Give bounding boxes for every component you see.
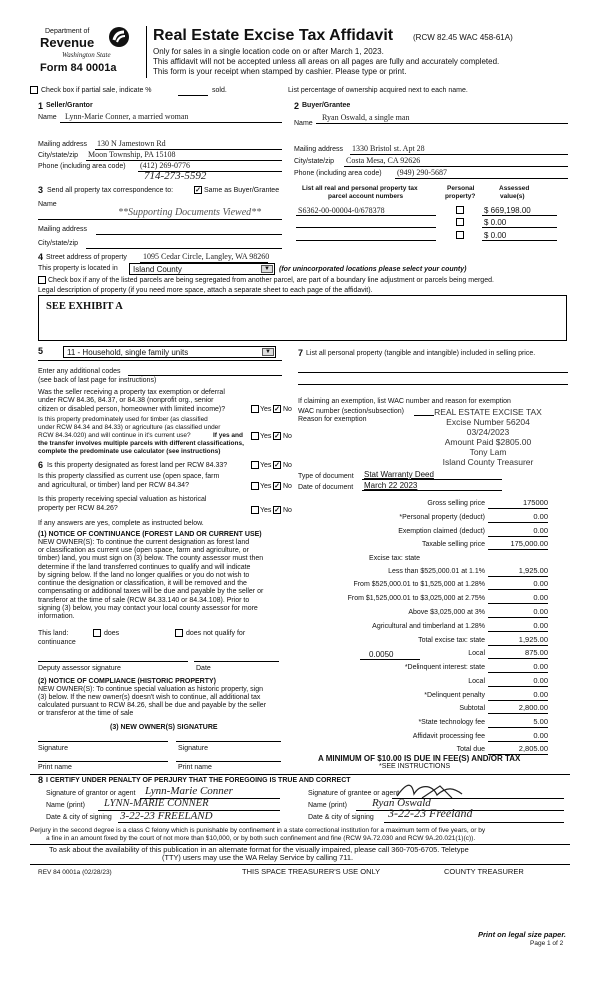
calc-label-0: Gross selling price <box>427 500 485 507</box>
notice-2-line-3: or transferor at the time of sale <box>38 710 134 717</box>
personal-checkbox-1[interactable] <box>456 206 464 214</box>
s6-q2-no-label: No <box>283 483 292 490</box>
grantor-sig-label: Signature of grantor or agent <box>46 790 136 797</box>
stamp-line-1: Excise Number 56204 <box>446 417 530 427</box>
wac-label: WAC number (section/subsection) <box>298 408 404 415</box>
q2-no-checkbox[interactable]: ✓ <box>274 433 280 440</box>
q2-yes-label: Yes <box>260 433 272 440</box>
s6-q3-yes-label: Yes <box>260 507 272 514</box>
assessed-value-1[interactable]: $ 669,198.00 <box>484 206 531 215</box>
assessed-header-1: Assessed <box>499 185 530 192</box>
grantor-name-label: Name (print) <box>46 802 85 809</box>
land-use-select[interactable] <box>63 346 276 358</box>
codes-label-1: Enter any additional codes <box>38 368 121 375</box>
buyer-phone-line <box>395 178 568 179</box>
q1-yes-label: Yes <box>260 406 272 413</box>
partial-sale-checkbox[interactable] <box>30 86 38 94</box>
parcel-header-1: List all real and personal property tax <box>302 185 418 192</box>
deputy-sig-line[interactable] <box>38 661 188 662</box>
grantor-date-city[interactable]: 3-22-23 FREELAND <box>120 810 213 822</box>
calc-value-10[interactable]: 1,925.00 <box>518 635 548 644</box>
continuance-label: continuance <box>38 639 76 646</box>
owner-sig-line-1[interactable] <box>38 741 168 742</box>
q1-line-b: under RCW 84.36, 84.37, or 84.38 (nonprofit org., senior <box>38 397 214 404</box>
header-divider <box>146 26 147 78</box>
calc-line-15 <box>488 713 548 714</box>
county-select[interactable] <box>129 263 275 275</box>
owner-print-label-1: Print name <box>38 764 72 771</box>
buyer-phone[interactable]: (949) 290-5687 <box>397 168 447 177</box>
calc-line-12 <box>488 672 548 673</box>
calc-label-5: Less than $525,000.01 at 1.1% <box>388 568 485 575</box>
parcel-line-1 <box>296 215 436 216</box>
grantee-name-label: Name (print) <box>308 802 347 809</box>
doc-date[interactable]: March 22 2023 <box>364 481 418 490</box>
notice-1-line-6: compensating or additional taxes will be due and payable by the seller or <box>38 588 264 595</box>
does-label: does <box>104 630 120 637</box>
grantee-date-line <box>384 822 564 823</box>
calc-line-9 <box>488 631 548 632</box>
legal-description: SEE EXHIBIT A <box>46 301 123 312</box>
calc-line-2 <box>488 536 548 537</box>
calc-value-15[interactable]: 2,800.00 <box>518 703 548 712</box>
corr-city-line <box>86 248 282 249</box>
s6-q3-yes-checkbox[interactable] <box>251 506 259 514</box>
notice-1-line-3: determine if the land transferred continues to qualify and will indicate <box>38 564 251 571</box>
agency-name: Revenue <box>40 35 95 50</box>
treasurer-stamp <box>400 407 576 467</box>
seller-heading: Seller/Grantor <box>46 102 93 109</box>
header-line-2: This affidavit will not be accepted unless all areas on all pages are fully and accurately completed. <box>153 57 500 66</box>
same-as-buyer-checkbox[interactable]: ✓ <box>195 187 201 194</box>
partial-pct-field[interactable] <box>178 95 208 96</box>
calc-label-8: Above $3,025,000 at 3% <box>408 609 485 616</box>
calc-line-16 <box>488 727 548 728</box>
calc-line-0 <box>488 508 548 509</box>
calc-line-7 <box>488 603 548 604</box>
segregation-label: Check box if any of the listed parcels are being segregated from another parcel, are part of a boundary line adjustment or parcels being merged. <box>48 277 494 284</box>
minimum-fee-note: A MINIMUM OF $10.00 IS DUE IN FEE(S) AND/OR TAX <box>318 754 521 763</box>
form-number: Form 84 0001a <box>40 62 117 74</box>
section-3-num: 3 <box>38 185 44 195</box>
this-land-label: This land: <box>38 630 69 637</box>
calc-line-3 <box>488 549 548 550</box>
notice-1-line-5: continue the designation or classification, it will be removed and the <box>38 580 247 587</box>
land-use-value: 11 - Household, single family units <box>67 348 189 357</box>
calc-line-11 <box>488 658 548 659</box>
seller-name-line <box>60 122 282 123</box>
s8-top-line <box>30 774 570 775</box>
calc-value-3[interactable]: 175,000.00 <box>510 539 548 548</box>
calc-label-18: Total due <box>456 746 485 753</box>
calc-label-16: *State technology fee <box>418 719 485 726</box>
parcel-line-3 <box>296 240 436 241</box>
s6-q1: Is this property designated as forest land per RCW 84.33? <box>47 462 228 469</box>
personal-checkbox-3[interactable] <box>456 231 464 239</box>
dor-logo-icon <box>108 26 130 48</box>
notice-1-line-9: information. <box>38 613 75 620</box>
footer-bottom-rule <box>30 864 570 865</box>
corr-mail-line <box>96 234 282 235</box>
location-note: (for unincorporated locations please select your county) <box>279 266 467 273</box>
seller-city-label: City/state/zip <box>38 152 79 159</box>
calc-line-1 <box>488 522 548 523</box>
section-7-num: 7 <box>298 348 304 358</box>
treasurer-use-label: THIS SPACE TREASURER'S USE ONLY <box>242 867 381 876</box>
perjury-bold-overlay <box>30 827 150 835</box>
list-pct-note: List percentage of ownership acquired next to each name. <box>288 87 468 94</box>
buyer-city-label: City/state/zip <box>294 158 335 165</box>
buyer-phone-label: Phone (including area code) <box>294 170 382 177</box>
perjury-line-2: a fine in an amount fixed by the court of not more than $10,000, or by both such confinement and fine (RCW 9A.72.030 and RCW 9A.20.021(1)(c)). <box>46 835 476 842</box>
county-value: Island County <box>133 265 182 274</box>
header-line-3: This form is your receipt when stamped by cashier. Please type or print. <box>153 67 407 76</box>
calc-label-1: *Personal property (deduct) <box>399 514 485 521</box>
notice-1-line-0: NEW OWNER(S): To continue the current designation as forest land <box>38 539 250 546</box>
stamp-line-4: Tony Lam <box>469 447 507 457</box>
stamp-line-3: Amount Paid $2805.00 <box>444 437 532 447</box>
calc-label-7: From $1,525,000.01 to $3,025,000 at 2.75% <box>347 595 485 602</box>
grantee-print-name[interactable]: Ryan Oswald <box>372 797 431 809</box>
local-rate-line <box>360 659 420 660</box>
owner-print-label-2: Print name <box>178 764 212 771</box>
calc-line-13 <box>488 686 548 687</box>
corr-label: Send all property tax correspondence to: <box>47 187 174 194</box>
s6-q3-no-label: No <box>283 507 292 514</box>
buyer-city[interactable]: Costa Mesa, CA 92626 <box>346 156 421 165</box>
q2-line-a: Is this property predominately used for timber (as classified <box>38 416 208 423</box>
calc-value-16[interactable]: 5.00 <box>533 717 548 726</box>
same-as-buyer-label: Same as Buyer/Grantee <box>204 187 280 194</box>
does-checkbox[interactable] <box>93 629 101 637</box>
section-2-num: 2 <box>294 101 300 111</box>
grantor-print-name[interactable]: LYNN-MARIE CONNER <box>104 798 209 809</box>
calc-label-14: *Delinquent penalty <box>424 692 485 699</box>
section-6-num: 6 <box>38 460 44 470</box>
q1-line-c: citizen or disabled person, homeowner with limited income)? <box>38 406 226 413</box>
s6-q3-no-checkbox[interactable]: ✓ <box>274 507 280 514</box>
calc-value-18[interactable]: 2,805.00 <box>518 744 548 753</box>
assessed-line-1 <box>482 215 557 216</box>
personal-header-1: Personal <box>447 185 475 192</box>
seller-mail-label: Mailing address <box>38 141 88 148</box>
calc-line-14 <box>488 700 548 701</box>
deputy-date-label: Date <box>196 665 211 672</box>
calc-line-5 <box>488 576 548 577</box>
s6-q1-yes-label: Yes <box>260 462 272 469</box>
section-1-num: 1 <box>38 101 44 111</box>
doc-date-label: Date of document <box>298 484 354 491</box>
calc-value-8[interactable]: 0.00 <box>533 607 548 616</box>
calc-label-12: *Delinquent interest: state <box>404 664 485 671</box>
calc-value-17[interactable]: 0.00 <box>533 731 548 740</box>
dept-label: Department of <box>45 28 90 35</box>
q1-line-a: Was the seller receiving a property tax exemption or deferral <box>38 389 225 396</box>
q2-no-label: No <box>283 433 292 440</box>
notice-2-line-2: calculated pursuant to RCW 84.26, shall be due and payable by the seller <box>38 702 267 709</box>
buyer-name[interactable]: Ryan Oswald, a single man <box>322 113 410 122</box>
doc-type[interactable]: Stat Warranty Deed <box>364 470 434 479</box>
legal-size-note: Print on legal size paper. <box>478 930 566 939</box>
s6-q3-a: Is this property receiving special valuation as historical <box>38 496 207 503</box>
s6-q1-no-checkbox[interactable]: ✓ <box>274 462 280 469</box>
notice-1-line-2: timber) land, you must sign on (3) below. The county assessor must then <box>38 555 264 562</box>
seller-name[interactable]: Lynn-Marie Conner, a married woman <box>65 112 189 121</box>
grantee-date-city[interactable]: 3-22-23 Freeland <box>388 806 473 820</box>
s7-label: List all personal property (tangible and intangible) included in selling price. <box>306 350 536 357</box>
calc-value-0[interactable]: 175000 <box>522 498 548 507</box>
q2-yes-checkbox[interactable] <box>251 432 259 440</box>
see-instructions: *SEE INSTRUCTIONS <box>379 763 451 770</box>
street-address[interactable]: 1095 Cedar Circle, Langley, WA 98260 <box>143 252 270 261</box>
calc-label-15: Subtotal <box>459 705 485 712</box>
segregation-checkbox[interactable] <box>38 276 46 284</box>
calc-line-8 <box>488 617 548 618</box>
alt-format-line-1: To ask about the availability of this publication in an alternate format for the visually impaired, please call 360-705-6705. Teletype <box>49 845 469 854</box>
buyer-city-line <box>344 166 568 167</box>
exemption-label: If claiming an exemption, list WAC number and reason for exemption <box>298 398 511 405</box>
corr-city-label: City/state/zip <box>38 240 79 247</box>
partial-sale-label: Check box if partial sale, indicate % <box>41 87 152 94</box>
doc-type-label: Type of document <box>298 473 354 480</box>
q2-line-f: complete the predominate use calculator (see instructions) <box>38 448 221 455</box>
calc-label-13: Local <box>468 678 485 685</box>
parcel-line-2 <box>296 227 436 228</box>
seller-phone[interactable]: (412) 269-0776 <box>140 161 190 170</box>
s7-line-2[interactable] <box>298 384 568 385</box>
calc-label-4: Excise tax: state <box>369 555 420 562</box>
deputy-date-line[interactable] <box>194 661 279 662</box>
notice-1-line-8: signing (3) below, you may contact your local county assessor for more <box>38 605 258 612</box>
doc-date-line <box>362 490 502 491</box>
stamp-line-5: Island County Treasurer <box>442 457 534 467</box>
seller-mail[interactable]: 130 N Jamestown Rd <box>97 139 166 148</box>
owner-sig-label-1: Signature <box>38 745 68 752</box>
buyer-heading: Buyer/Grantee <box>302 102 351 109</box>
does-not-checkbox[interactable] <box>175 629 183 637</box>
s6-q2-no-checkbox[interactable]: ✓ <box>274 483 280 490</box>
s7-line-1[interactable] <box>298 372 568 373</box>
owner-sig-line-2[interactable] <box>176 741 281 742</box>
notice-1-line-1: or classification as current use (open space, farm and agriculture, or <box>38 547 249 554</box>
corr-mail-label: Mailing address <box>38 226 88 233</box>
notice-2-line-0: NEW OWNER(S): To continue special valuation as historic property, sign <box>38 686 263 693</box>
form-citation: (RCW 82.45 WAC 458-61A) <box>413 33 513 42</box>
assessed-line-2 <box>482 227 557 228</box>
calc-label-17: Affidavit processing fee <box>412 733 485 740</box>
chevron-down-icon: ▼ <box>262 348 274 356</box>
corr-name-line <box>38 219 282 220</box>
notice-2-line-1: (3) below. If the new owner(s) doesn't wish to continue, all additional tax <box>38 694 261 701</box>
street-label: Street address of property <box>46 254 127 261</box>
s6-q1-yes-checkbox[interactable] <box>251 461 259 469</box>
stamp-line-2: 03/24/2023 <box>466 427 510 437</box>
certify-statement: I CERTIFY UNDER PENALTY OF PERJURY THAT THE FOREGOING IS TRUE AND CORRECT <box>46 777 351 784</box>
alt-format-line-2: (TTY) users may use the WA Relay Service by calling 711. <box>162 853 353 862</box>
calc-label-3: Taxable selling price <box>421 541 485 548</box>
county-treasurer-label: COUNTY TREASURER <box>444 867 524 876</box>
calc-line-6 <box>488 589 548 590</box>
q2-line-d: If yes and <box>213 432 243 439</box>
deputy-label: Deputy assessor signature <box>38 665 121 672</box>
notice-1-line-4: by signing below. If the land no longer qualifies or you do not wish to <box>38 572 250 579</box>
personal-checkbox-2[interactable] <box>456 218 464 226</box>
calc-label-6: From $525,000.01 to $1,525,000 at 1.28% <box>353 581 485 588</box>
assessed-line-3 <box>482 240 557 241</box>
does-not-label: does not qualify for <box>186 630 246 637</box>
grantor-date-label: Date & city of signing <box>46 814 112 821</box>
form-title: Real Estate Excise Tax Affidavit <box>153 27 394 44</box>
grantee-sig-label: Signature of grantee or agent <box>308 790 400 797</box>
notice-1-heading: (1) NOTICE OF CONTINUANCE (FOREST LAND OR CURRENT USE) <box>38 531 262 538</box>
sold-label: sold. <box>212 87 227 94</box>
calc-value-14[interactable]: 0.00 <box>533 690 548 699</box>
s6-q3-b: property per RCW 84.26? <box>38 505 118 512</box>
q1-no-label: No <box>283 406 292 413</box>
grantee-date-label: Date & city of signing <box>308 814 374 821</box>
page-number: Page 1 of 2 <box>530 940 564 947</box>
seller-phone-label: Phone (including area code) <box>38 163 126 170</box>
supporting-docs-note: **Supporting Documents Viewed** <box>118 207 262 218</box>
parcel-acct-1[interactable]: S6362-00-00004-0/678378 <box>298 206 385 215</box>
s6-q1-no-label: No <box>283 462 292 469</box>
calc-label-2: Exemption claimed (deduct) <box>398 528 485 535</box>
codes-label-2: (see back of last page for instructions) <box>38 377 157 384</box>
calc-value-12[interactable]: 0.00 <box>533 662 548 671</box>
calc-line-17 <box>488 741 548 742</box>
calc-value-11[interactable]: 875.00 <box>525 648 548 657</box>
calc-label-11: Local <box>468 650 485 657</box>
calc-label-10: Total excise tax: state <box>418 637 485 644</box>
corr-name-label: Name <box>38 201 57 208</box>
q1-no-checkbox[interactable]: ✓ <box>274 406 280 413</box>
q2-line-e: the transfer involves multiple parcels with different classifications, <box>38 440 244 447</box>
assessed-value-3[interactable]: $ 0.00 <box>484 231 507 240</box>
buyer-mail-label: Mailing address <box>294 146 344 153</box>
legal-label: Legal description of property (if you need more space, attach a separate sheet to each page of the affidavit). <box>38 287 373 294</box>
state-label: Washington State <box>62 51 111 59</box>
calc-value-9[interactable]: 0.00 <box>533 621 548 630</box>
assessed-value-2[interactable]: $ 0.00 <box>484 218 507 227</box>
revision-label: REV 84 0001a (02/28/23) <box>38 869 112 876</box>
s5-line <box>38 360 282 361</box>
buyer-name-line <box>316 123 568 124</box>
s6-q2-yes-label: Yes <box>260 483 272 490</box>
seller-name-label: Name <box>38 114 57 121</box>
calc-line-10 <box>488 645 548 646</box>
section-4-num: 4 <box>38 252 44 262</box>
local-rate[interactable]: 0.0050 <box>369 650 394 659</box>
notice-2-heading: (2) NOTICE OF COMPLIANCE (HISTORIC PROPERTY) <box>38 678 216 685</box>
calc-value-1[interactable]: 0.00 <box>533 512 548 521</box>
s6-q2-b: and agricultural, or timber) land per RCW 84.34? <box>38 482 189 489</box>
q2-line-c: RCW 84.34.020) and will continue in it's current use? <box>38 432 191 439</box>
grantor-signature[interactable]: Lynn-Marie Conner <box>145 785 233 797</box>
section-8-num: 8 <box>38 775 44 785</box>
header-line-1: Only for sales in a single location code on or after March 1, 2023. <box>153 47 384 56</box>
calc-value-2[interactable]: 0.00 <box>533 526 548 535</box>
doc-type-line <box>362 479 502 480</box>
new-owner-sig-heading: (3) NEW OWNER(S) SIGNATURE <box>110 724 218 731</box>
chevron-down-icon: ▼ <box>261 265 273 273</box>
location-label: This property is located in <box>38 265 118 272</box>
seller-city[interactable]: Moon Township, PA 15108 <box>88 150 176 159</box>
calc-value-6[interactable]: 0.00 <box>533 579 548 588</box>
personal-header-2: property? <box>445 193 476 200</box>
notice-1-line-7: transferor at the time of sale (RCW 84.33.140 or 84.34.108). Prior to <box>38 597 250 604</box>
codes-field[interactable] <box>128 375 282 376</box>
owner-print-line-2[interactable] <box>176 761 281 762</box>
buyer-name-label: Name <box>294 120 313 127</box>
s6-q2-a: Is this property classified as current use (open space, farm <box>38 473 220 480</box>
calc-value-7[interactable]: 0.00 <box>533 593 548 602</box>
seller-phone-handwritten: 714-273-5592 <box>144 170 207 182</box>
owner-print-line-1[interactable] <box>38 761 168 762</box>
buyer-mail[interactable]: 1330 Bristol st. Apt 28 <box>352 144 425 153</box>
calc-value-5[interactable]: 1,925.00 <box>518 566 548 575</box>
q2-line-b: under RCW 84.34 and 84.33) or agriculture (as classified under <box>38 424 221 431</box>
calc-label-9: Agricultural and timberland at 1.28% <box>372 623 485 630</box>
s6-q2-yes-checkbox[interactable] <box>251 482 259 490</box>
calc-value-13[interactable]: 0.00 <box>533 676 548 685</box>
q1-yes-checkbox[interactable] <box>251 405 259 413</box>
grantor-date-line <box>118 822 280 823</box>
parcel-header-2: parcel account numbers <box>328 193 404 200</box>
owner-sig-label-2: Signature <box>178 745 208 752</box>
if-yes-note: If any answers are yes, complete as instructed below. <box>38 520 204 527</box>
section-5-num: 5 <box>38 346 44 356</box>
stamp-line-0: REAL ESTATE EXCISE TAX <box>434 407 542 417</box>
assessed-header-2: value(s) <box>500 193 525 200</box>
reason-label: Reason for exemption <box>298 416 367 423</box>
perjury-line-1: Perjury in the second degree is a class C felony which is punishable by confinement in a state correctional institution for a maximum term of five years, or by <box>30 827 486 834</box>
buyer-mail-line <box>350 154 568 155</box>
